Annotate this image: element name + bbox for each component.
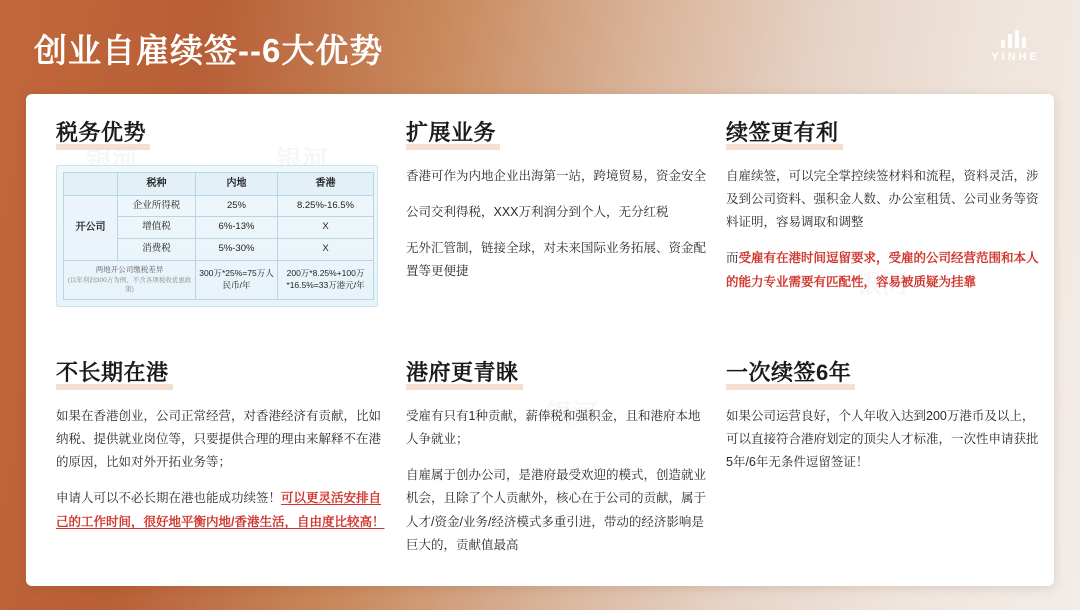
table-cell-tax-type: 增值税 <box>118 217 196 239</box>
table-footer-mainland: 300万*25%=75万人民币/年 <box>196 260 278 299</box>
section-expand-business <box>406 116 706 284</box>
table-footer-hongkong: 200万*8.25%+100万*16.5%=33万港元/年 <box>278 260 374 299</box>
brand-logo <box>991 30 1040 63</box>
section-six-year-renewal <box>726 356 1041 474</box>
table-header-row <box>64 173 374 196</box>
table-cell-tax-type: 企业所得税 <box>118 195 196 217</box>
table-cell-mainland: 6%-13% <box>196 217 278 239</box>
table-header-cell: 税种 <box>118 173 196 196</box>
paragraph-with-highlight <box>726 247 1041 293</box>
highlight-prefix: 而 <box>726 251 739 266</box>
section-title: 续签更有利 <box>726 116 839 147</box>
section-title-wrap <box>726 356 1041 393</box>
paragraph: 自雇属于创办公司，是港府最受欢迎的模式，创造就业机会，且除了个人贡献外，核心在于公司的贡献，属于人才/资金/业务/经济模式多重引进，带动的经济影响是巨大的，贡献值最高 <box>406 468 707 552</box>
paragraph-prefix: 申请人可以不必长期在港也能成功续签！ <box>56 491 282 506</box>
table-row <box>64 195 374 217</box>
section-title-wrap <box>726 116 1041 153</box>
section-no-long-stay <box>56 356 386 534</box>
paragraph: 自雇续签，可以完全掌控续签材料和流程，资料灵活，涉及到公司资料、强积金人数、办公室租赁、公司业务等资料证明，容易调取和调整 <box>726 169 1039 230</box>
section-title-wrap <box>406 356 706 393</box>
section-title-wrap <box>56 356 386 393</box>
brand-logo-text: YINHE <box>991 51 1040 63</box>
section-title: 不长期在港 <box>56 356 169 387</box>
section-title-wrap <box>56 116 386 153</box>
tax-table-wrapper <box>56 165 378 307</box>
page-title: 创业自雇续签--6大优势 <box>34 32 384 69</box>
section-government-favor <box>406 356 706 557</box>
section-tax-advantage <box>56 116 386 307</box>
section-renewal-advantage <box>726 116 1041 294</box>
paragraph: 如果公司运营良好，个人年收入达到200万港币及以上，可以直接符合港府划定的顶尖人才标准，一次性申请获批5年/6年无条件逗留签证！ <box>726 409 1039 470</box>
table-cell-hongkong: X <box>278 239 374 261</box>
table-footer-label-text: 两地开公司缴税差异 <box>95 264 164 274</box>
table-header-cell <box>64 173 118 196</box>
table-footer-row <box>64 260 374 299</box>
section-title: 一次续签6年 <box>726 356 851 387</box>
tax-comparison-table <box>63 172 374 300</box>
section-title: 扩展业务 <box>406 116 496 147</box>
table-cell-hongkong: 8.25%-16.5% <box>278 195 374 217</box>
paragraph: 香港可作为内地企业出海第一站，跨境贸易，资金安全 <box>406 169 707 183</box>
table-footer-label <box>64 260 196 299</box>
paragraph: 公司交利得税，XXX万利润分到个人，无分红税 <box>406 205 669 220</box>
table-cell-mainland: 5%-30% <box>196 239 278 261</box>
table-cell-mainland: 25% <box>196 195 278 217</box>
content-card <box>26 94 1054 586</box>
table-footer-label-subtext: (以年利润300万为例，不含各项税收优惠政策) <box>67 277 192 293</box>
paragraph: 如果在香港创业，公司正常经营，对香港经济有贡献，比如纳税、提供就业岗位等，只要提供合理的理由来解释不在港的原因，比如对外开拓业务等； <box>56 409 382 470</box>
table-row-label: 开公司 <box>64 195 118 260</box>
highlight-text: 受雇有在港时间逗留要求，受雇的公司经营范围和本人的能力专业需要有匹配性，容易被质疑为挂靠 <box>726 251 1039 289</box>
table-header-cell: 内地 <box>196 173 278 196</box>
sections-grid <box>26 94 1054 586</box>
slide-header <box>34 22 1046 80</box>
paragraph: 无外汇管制，链接全球，对未来国际业务拓展、资金配置等更便捷 <box>406 241 707 279</box>
section-title: 港府更青睐 <box>406 356 519 387</box>
paragraph: 受雇有只有1种贡献，薪俸税和强积金，且和港府本地人争就业； <box>406 409 701 447</box>
section-title-wrap <box>406 116 706 153</box>
section-title: 税务优势 <box>56 116 146 147</box>
paragraph-with-highlight <box>56 487 386 533</box>
table-cell-hongkong: X <box>278 217 374 239</box>
highlight-text: 可以更灵活安排自己的工作时间，很好地平衡内地/香港生活，自由度比较高！ <box>56 491 385 529</box>
table-header-cell: 香港 <box>278 173 374 196</box>
table-cell-tax-type: 消费税 <box>118 239 196 261</box>
brand-bars-logo-icon <box>999 30 1033 48</box>
